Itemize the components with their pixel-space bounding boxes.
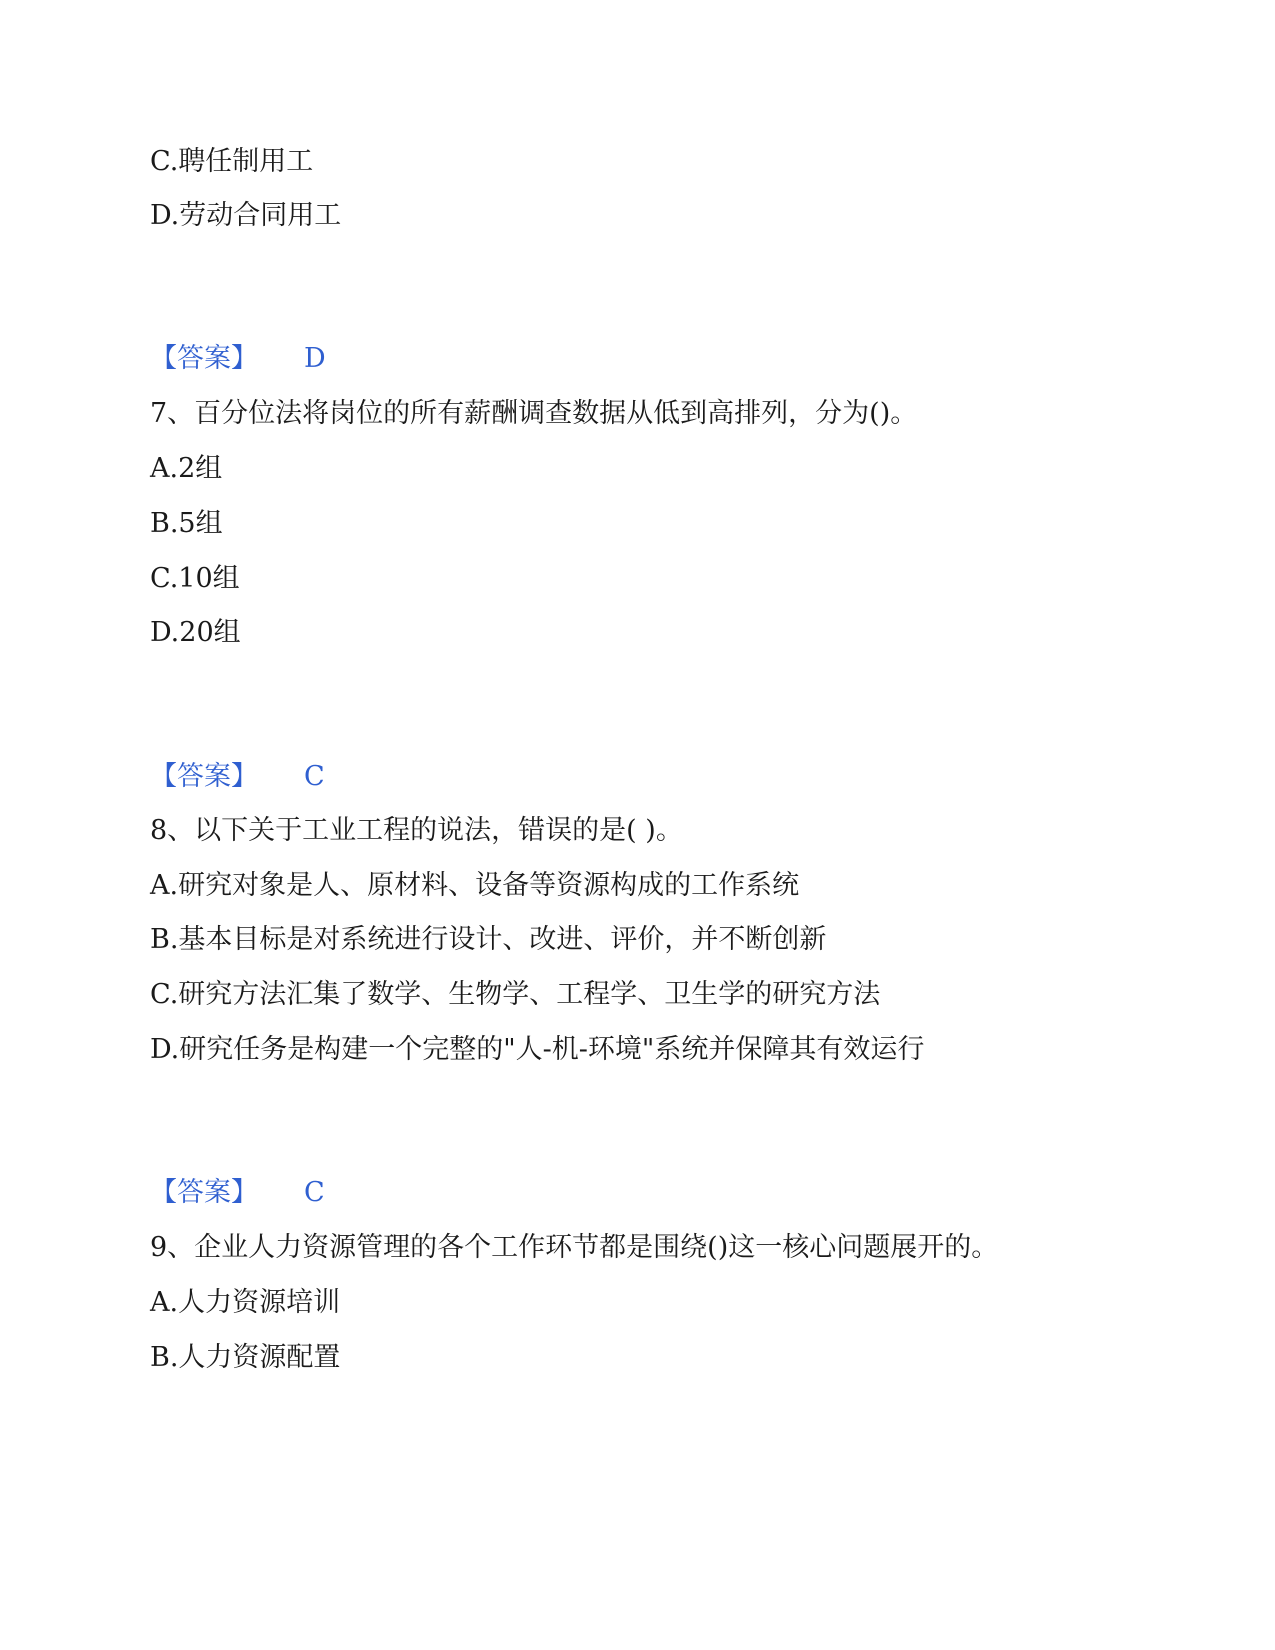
answer-tag: 【答案】 xyxy=(150,761,258,792)
q8-question: 8、以下关于工业工程的说法，错误的是( )。 xyxy=(150,815,683,846)
q6-option-c: C.聘任制用工 xyxy=(150,146,314,177)
q6-answer xyxy=(150,341,326,377)
q8-option-d: D.研究任务是构建一个完整的"人-机-环境"系统并保障其有效运行 xyxy=(150,1034,925,1065)
answer-value: C xyxy=(304,761,325,792)
q8-answer xyxy=(150,1175,325,1211)
q8-option-c: C.研究方法汇集了数学、生物学、工程学、卫生学的研究方法 xyxy=(150,979,881,1010)
q7-option-a: A.2组 xyxy=(150,453,223,484)
q7-answer xyxy=(150,759,325,795)
q9-option-a: A.人力资源培训 xyxy=(150,1287,341,1318)
answer-value: D xyxy=(304,343,326,374)
q8-option-a: A.研究对象是人、原材料、设备等资源构成的工作系统 xyxy=(150,870,800,901)
q8-option-b: B.基本目标是对系统进行设计、改进、评价，并不断创新 xyxy=(150,924,827,955)
q7-option-c: C.10组 xyxy=(150,563,240,594)
answer-value: C xyxy=(304,1177,325,1208)
q9-question: 9、企业人力资源管理的各个工作环节都是围绕()这一核心问题展开的。 xyxy=(150,1232,999,1263)
answer-tag: 【答案】 xyxy=(150,343,258,374)
answer-tag: 【答案】 xyxy=(150,1177,258,1208)
q7-question: 7、百分位法将岗位的所有薪酬调查数据从低到高排列，分为()。 xyxy=(150,398,918,429)
q6-option-d: D.劳动合同用工 xyxy=(150,200,342,231)
q7-option-b: B.5组 xyxy=(150,508,223,539)
q7-option-d: D.20组 xyxy=(150,617,241,648)
q9-option-b: B.人力资源配置 xyxy=(150,1342,341,1373)
